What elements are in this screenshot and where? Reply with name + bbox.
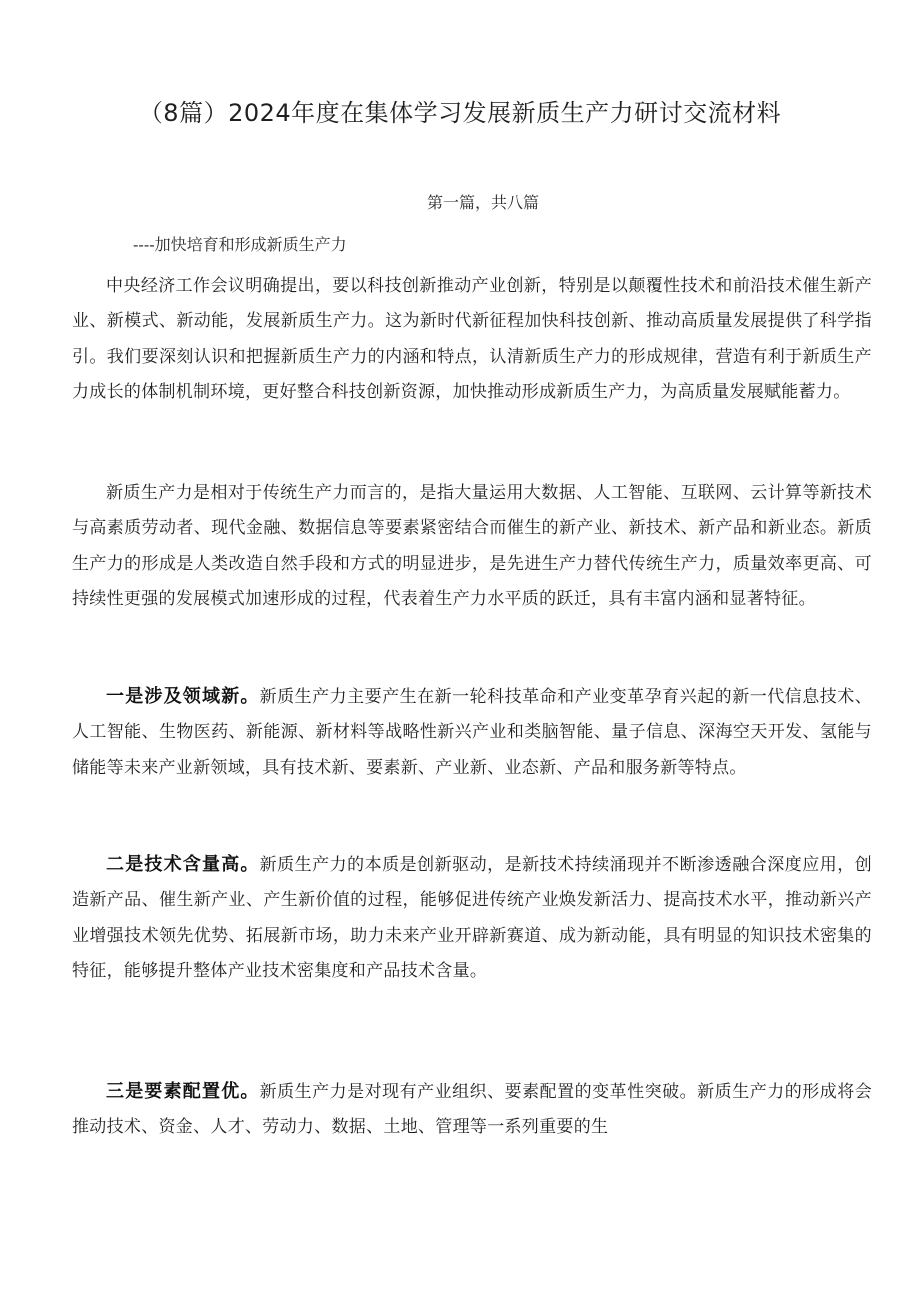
paragraph-point-one xyxy=(72,679,872,786)
section-subtitle: ----加快培育和形成新质生产力 xyxy=(133,235,347,254)
paragraph-point-two xyxy=(72,847,872,989)
paragraph-lead: 三是要素配置优。 xyxy=(106,1081,260,1102)
paragraph-lead: 一是涉及领域新。 xyxy=(106,686,260,707)
chapter-heading: 第一篇，共八篇 xyxy=(426,193,539,212)
paragraph-definition xyxy=(72,476,872,617)
document-title: （8篇）2024年度在集体学习发展新质生产力研讨交流材料 xyxy=(138,99,782,127)
paragraph-text: 新质生产力的本质是创新驱动，是新技术持续涌现并不断渗透融合深度应用，创造新产品、催生新产业、产生新价值的过程，能够促进传统产业焕发新活力、提高技术水平，推动新兴产业增强技术领先优势、拓展新市场，助力未来产业开辟新赛道、成为新动能，具有明显的知识技术密集的特征，能够提升整体产业技术密集度和产品技术含量。 xyxy=(72,855,873,981)
paragraph-text: 新质生产力是对现有产业组织、要素配置的变革性突破。新质生产力的形成将会推动技术、资金、人才、劳动力、数据、土地、管理等一系列重要的生 xyxy=(72,1082,873,1138)
paragraph-text: 中央经济工作会议明确提出，要以科技创新推动产业创新，特别是以颠覆性技术和前沿技术催生新产业、新模式、新动能，发展新质生产力。这为新时代新征程加快科技创新、推动高质量发展提供了科学指引。我们要深刻认识和把握新质生产力的内涵和特点，认清新质生产力的形成规律，营造有利于新质生产力成长的体制机制环境，更好整合科技创新资源，加快推动形成新质生产力，为高质量发展赋能蓄力。 xyxy=(72,276,872,402)
paragraph-point-three xyxy=(72,1074,872,1146)
paragraph-lead: 二是技术含量高。 xyxy=(106,854,260,875)
paragraph-text: 新质生产力是相对于传统生产力而言的，是指大量运用大数据、人工智能、互联网、云计算等新技术与高素质劳动者、现代金融、数据信息等要素紧密结合而催生的新产业、新技术、新产品和新业态。新质生产力的形成是人类改造自然手段和方式的明显进步，是先进生产力替代传统生产力，质量效率更高、可持续性更强的发展模式加速形成的过程，代表着生产力水平质的跃迁，具有丰富内涵和显著特征。 xyxy=(72,483,872,609)
paragraph-text: 新质生产力主要产生在新一轮科技革命和产业变革孕育兴起的新一代信息技术、人工智能、生物医药、新能源、新材料等战略性新兴产业和类脑智能、量子信息、深海空天开发、氢能与储能等未来产业新领域，具有技术新、要素新、产业新、业态新、产品和服务新等特点。 xyxy=(72,687,873,778)
paragraph-intro xyxy=(72,269,872,410)
